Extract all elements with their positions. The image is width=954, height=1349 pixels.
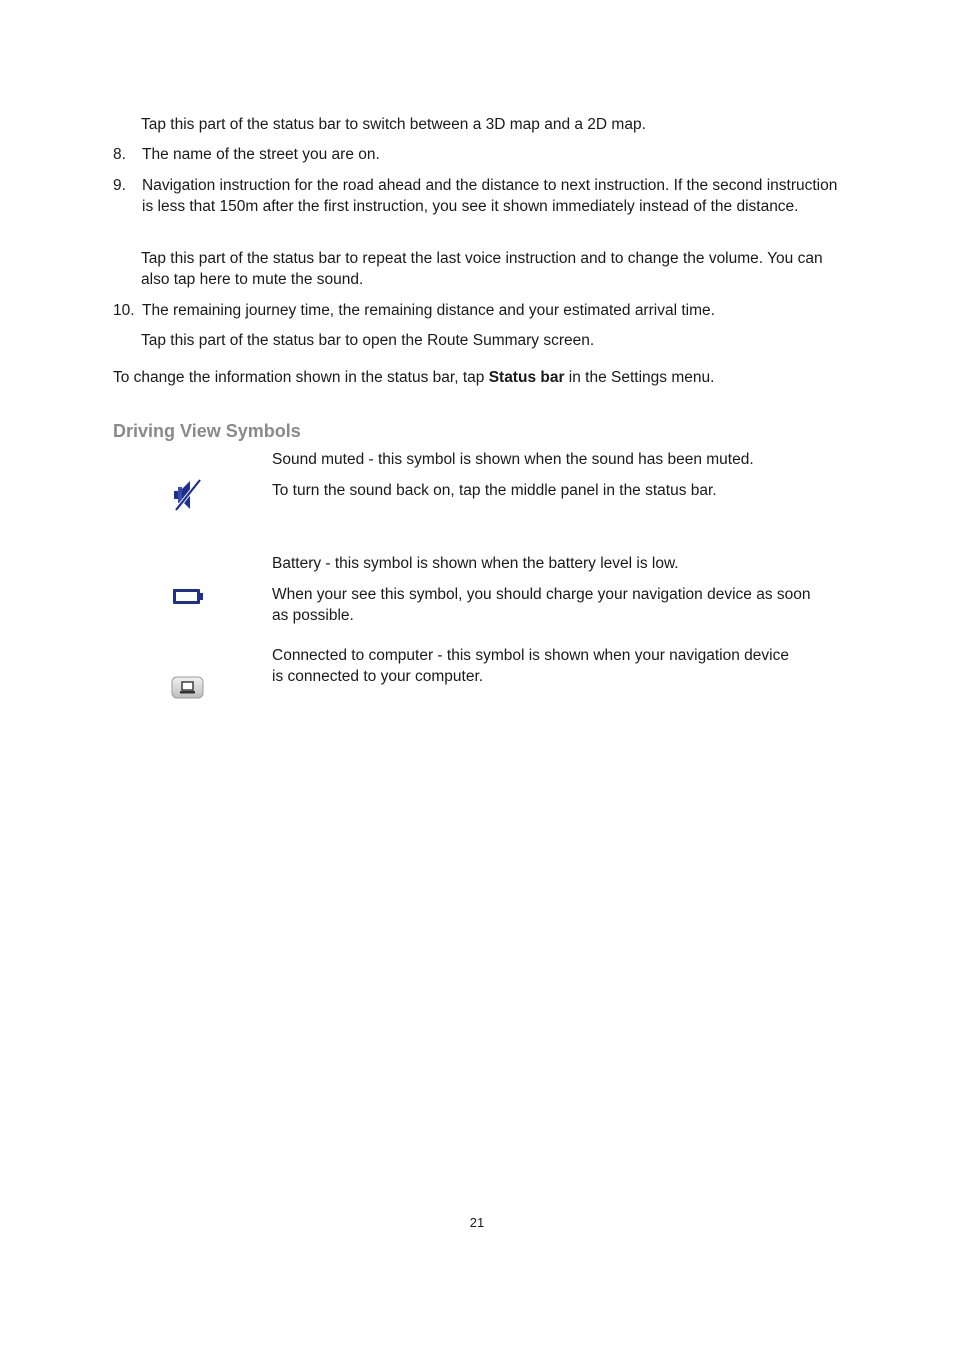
list-item: The name of the street you are on.: [142, 146, 380, 163]
change-info-paragraph: [113, 367, 843, 388]
change-info-before: To change the information shown in the status bar, tap: [113, 369, 489, 386]
list-item: Navigation instruction for the road ahead and the distance to next instruction. If the second instruction is less that 150m after the first instruction, you see it shown immediately instead of the distance.: [142, 177, 838, 215]
status-bar-setting-name: Status bar: [488, 369, 565, 386]
change-info-after: in the Settings menu.: [564, 369, 715, 386]
item10-tap-note: Tap this part of the status bar to open the Route Summary screen.: [141, 332, 595, 349]
battery-instruction: When your see this symbol, you should charge your navigation device as soon as possible.: [272, 586, 811, 624]
page-number: 21: [469, 1215, 485, 1230]
battery-icon: [171, 587, 205, 607]
item-number: 8.: [113, 146, 126, 163]
computer-description: Connected to computer - this symbol is shown when your navigation device is connected to your computer.: [272, 647, 789, 685]
sound-muted-instruction: To turn the sound back on, tap the middle panel in the status bar.: [272, 482, 717, 499]
item9-tap-note: Tap this part of the status bar to repeat the last voice instruction and to change the volume. You can also tap here to mute the sound.: [141, 250, 823, 288]
item-number: 9.: [113, 177, 126, 194]
sound-muted-description: Sound muted - this symbol is shown when the sound has been muted.: [272, 451, 754, 468]
battery-description: Battery - this symbol is shown when the battery level is low.: [272, 555, 679, 572]
sound-muted-icon: [168, 476, 206, 514]
tap-2d-3d-note: Tap this part of the status bar to switch between a 3D map and a 2D map.: [141, 116, 646, 133]
computer-icon: [171, 676, 205, 700]
list-item: The remaining journey time, the remaining distance and your estimated arrival time.: [142, 302, 715, 319]
item-number: 10.: [113, 302, 135, 319]
section-heading: Driving View Symbols: [113, 421, 301, 441]
